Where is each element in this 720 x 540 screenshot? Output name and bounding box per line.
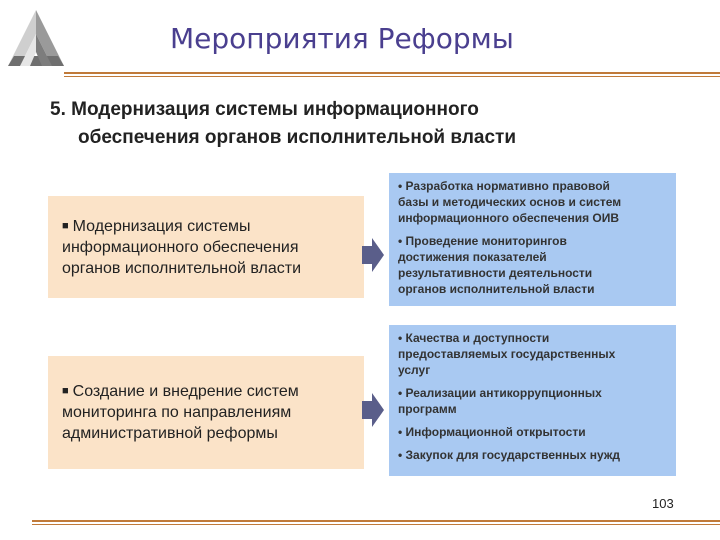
list-item-line: • Закупок для государственных нужд: [398, 448, 620, 462]
slide-title: Мероприятия Реформы: [170, 22, 514, 55]
section-heading: [50, 96, 516, 152]
list-item-line: результативности деятельности: [398, 266, 593, 280]
list-item-line: • Информационной открытости: [398, 425, 586, 439]
left-box-line: информационного обеспечения: [62, 238, 299, 256]
square-bullet-icon: ■: [62, 219, 69, 232]
right-box-measures-2: [389, 325, 676, 476]
list-item: [398, 330, 666, 378]
left-box-line: органов исполнительной власти: [62, 259, 302, 277]
arrow-right-icon: [362, 393, 384, 427]
heading-line-2: обеспечения органов исполнительной власти: [78, 127, 517, 148]
impossible-triangle-logo: [6, 8, 66, 70]
list-item: [398, 424, 666, 440]
list-item-line: достижения показателей: [398, 250, 547, 264]
list-item-line: программ: [398, 402, 457, 416]
list-item-line: базы и методических основ и систем: [398, 195, 622, 209]
list-item-line: • Реализации антикоррупционных: [398, 386, 602, 400]
left-box-monitoring: [48, 356, 364, 469]
list-item: [398, 447, 666, 463]
right-box-measures-1: [389, 173, 676, 306]
list-item-line: • Качества и доступности: [398, 331, 550, 345]
list-item-line: • Разработка нормативно правовой: [398, 179, 610, 193]
left-box-text: Создание и внедрение систем: [72, 383, 299, 400]
arrow-right-icon: [362, 238, 384, 272]
left-box-modernization: [48, 196, 364, 298]
top-rule: [64, 72, 720, 74]
list-item: [398, 385, 666, 417]
list-item-line: • Проведение мониторингов: [398, 234, 567, 248]
left-box-line: [62, 216, 354, 237]
square-bullet-icon: ■: [62, 385, 69, 397]
list-item-line: услуг: [398, 363, 431, 377]
list-item: [398, 233, 666, 297]
heading-line-1: 5. Модернизация системы информационного: [50, 99, 479, 120]
left-box-line: [62, 381, 354, 402]
bottom-rule: [32, 520, 720, 522]
list-item-line: предоставляемых государственных: [398, 347, 616, 361]
top-rule-thin: [64, 76, 720, 77]
left-box-line: мониторинга по направлениям: [62, 404, 292, 421]
list-item-line: информационного обеспечения ОИВ: [398, 211, 620, 225]
bottom-rule-thin: [32, 524, 720, 525]
left-box-text: Модернизация системы: [72, 217, 251, 235]
list-item-line: органов исполнительной власти: [398, 282, 595, 296]
page-number: 103: [652, 496, 674, 511]
list-item: [398, 178, 666, 226]
left-box-line: административной реформы: [62, 425, 278, 442]
